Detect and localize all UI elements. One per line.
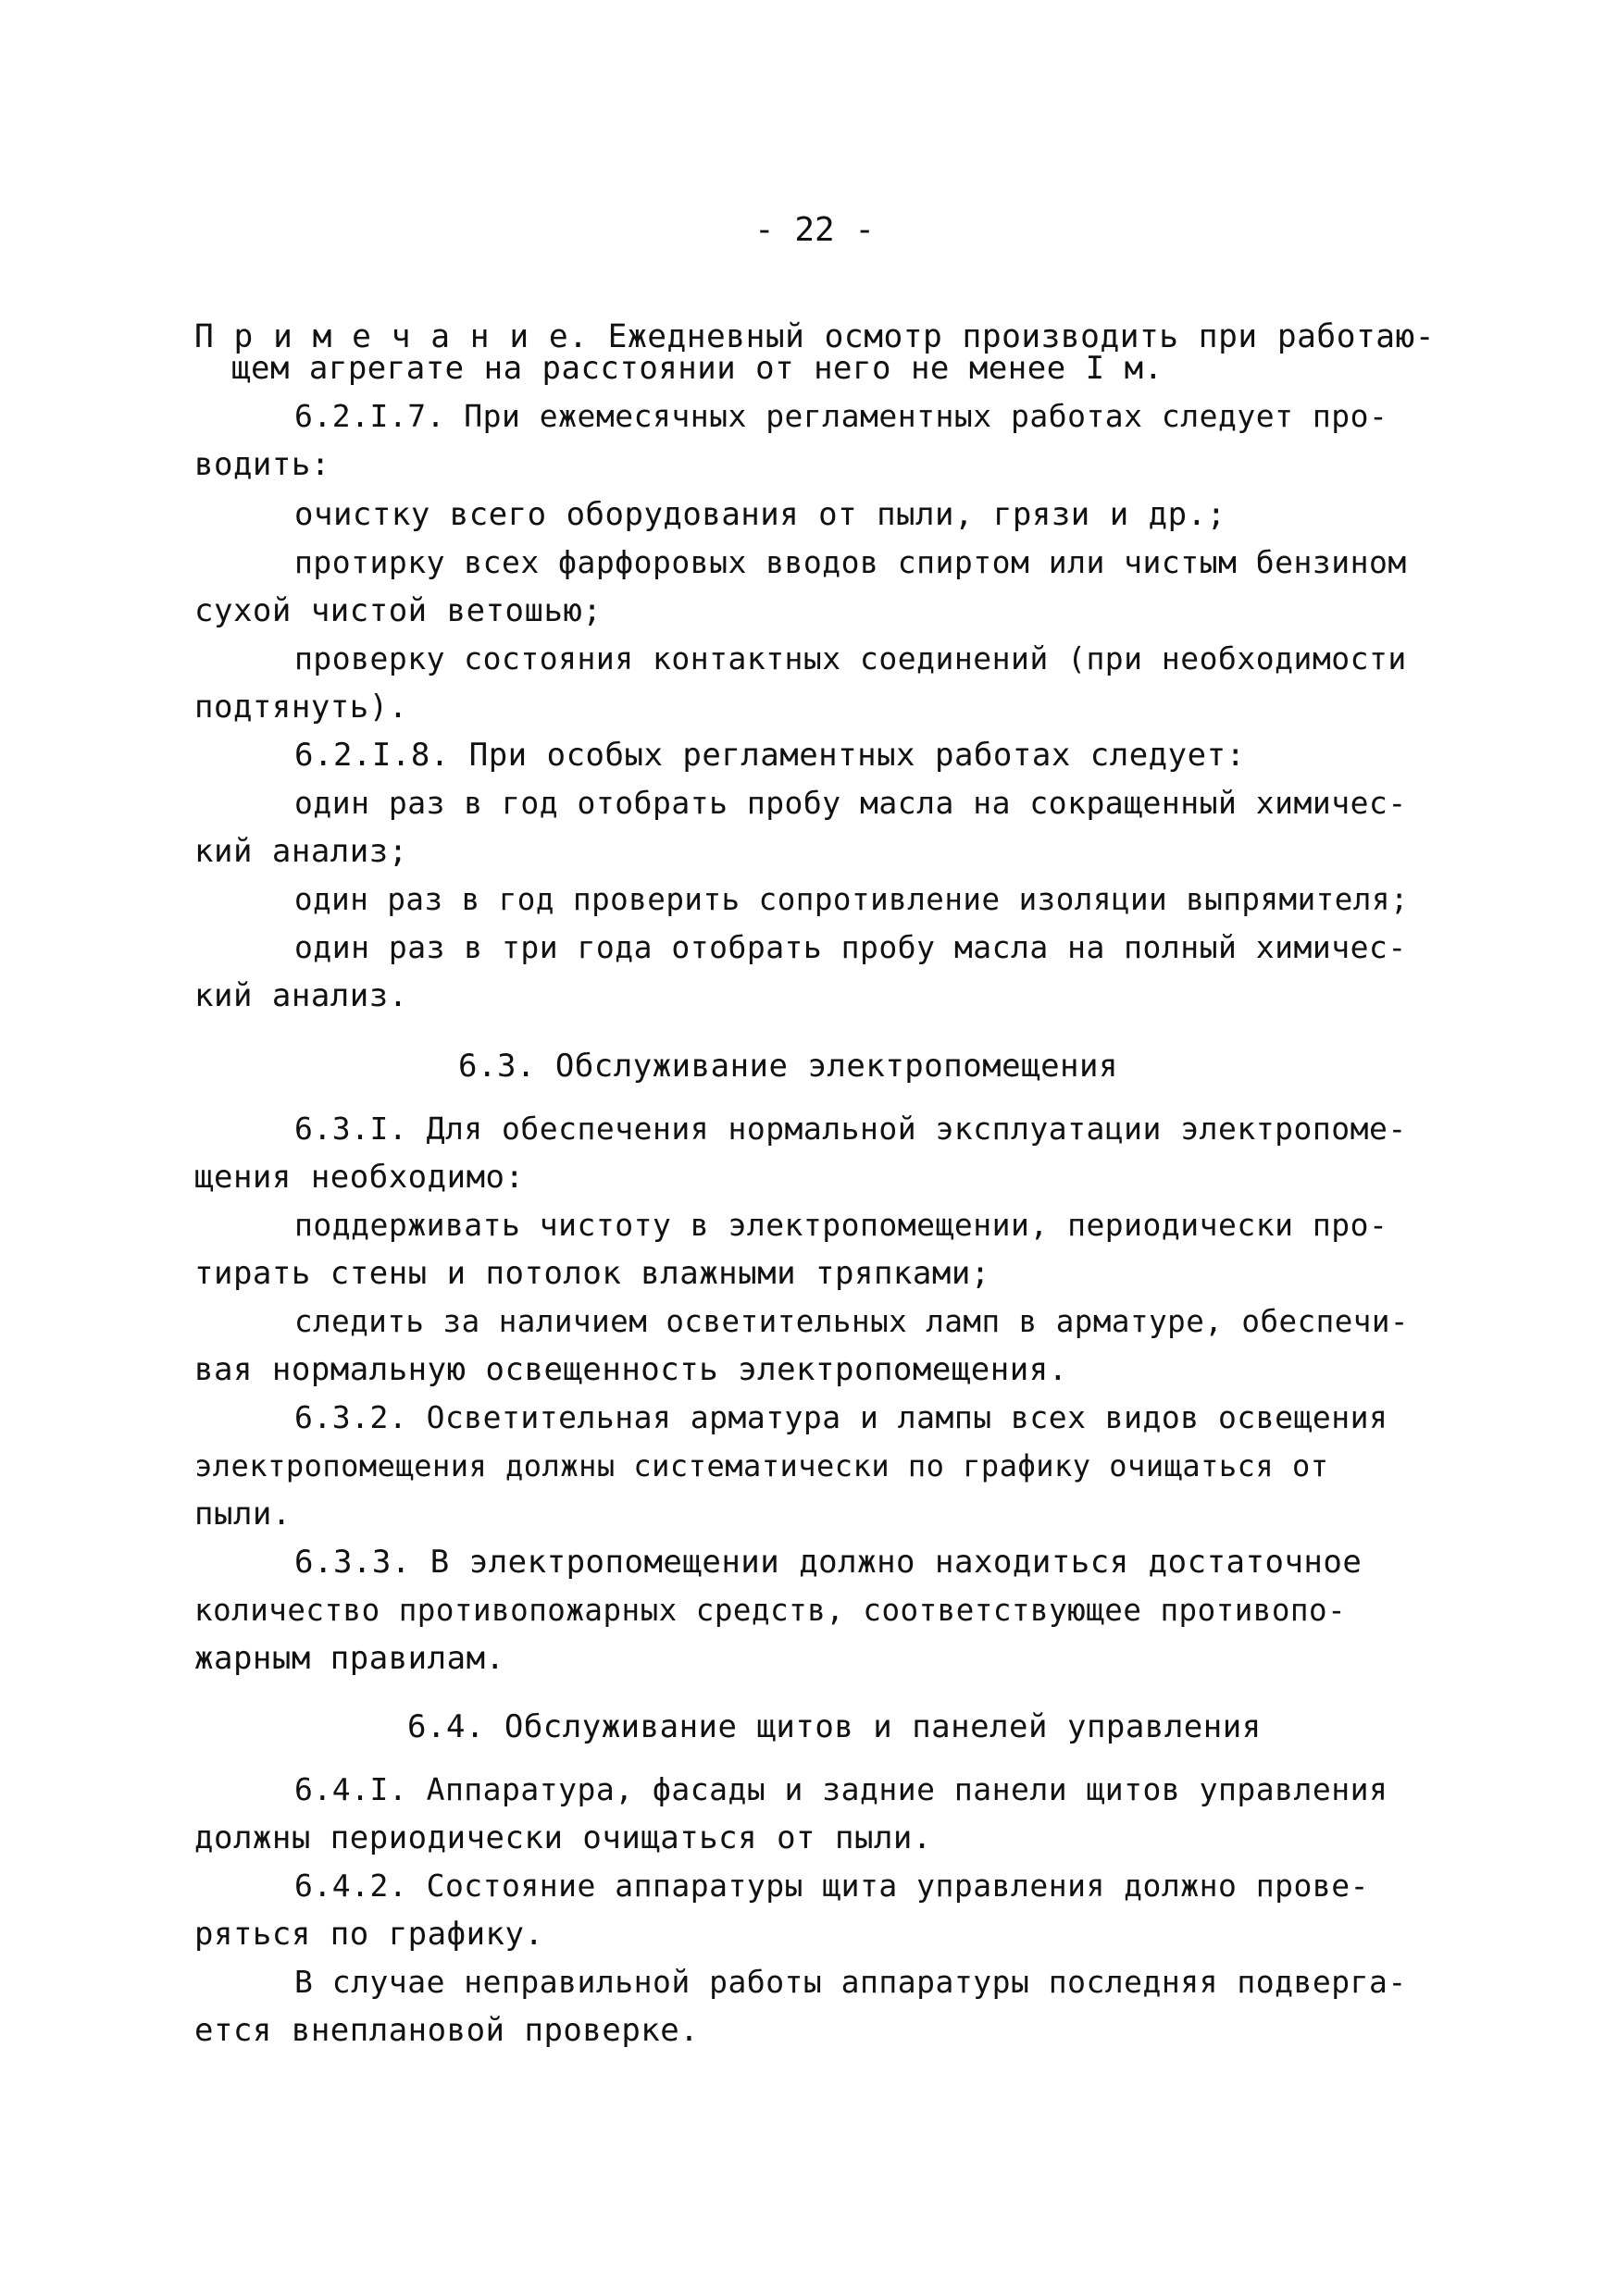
note-line: щем агрегате на расстоянии от него не менее I м.: [231, 350, 1164, 387]
paragraph-line: 6.3.3. В электропомещении должно находиться достаточное: [294, 1544, 1363, 1581]
section-heading: 6.3. Обслуживание электропомещения: [458, 1048, 1118, 1085]
list-item-line: тирать стены и потолок влажными тряпками;: [194, 1255, 990, 1292]
paragraph-line: жарным правилам.: [194, 1640, 505, 1677]
paragraph-line: В случае неправильной работы аппаратуры последняя подверга-: [294, 1964, 1407, 2000]
paragraph-line: количество противопожарных средств, соответствующее противопо-: [194, 1593, 1347, 1628]
list-item-line: вая нормальную освещенность электропомещения.: [194, 1351, 1068, 1388]
paragraph-line: 6.2.I.8. При особых регламентных работах следует:: [294, 737, 1246, 774]
paragraph-line: пыли.: [194, 1496, 292, 1533]
paragraph-line: 6.2.I.7. При ежемесячных регламентных работах следует про-: [294, 398, 1388, 434]
page-number: - 22 -: [754, 211, 876, 249]
list-item-line: один раз в год проверить сопротивление изоляции выпрямителя;: [294, 882, 1409, 917]
list-item-line: сухой чистой ветошью;: [194, 592, 603, 629]
paragraph-line: электропомещения должны систематически по графику очищаться от: [194, 1448, 1329, 1483]
paragraph-line: ется внеплановой проверке.: [194, 2012, 700, 2049]
list-item-line: протирку всех фарфоровых вводов спиртом или чистым бензином: [294, 544, 1407, 580]
list-item-line: поддерживать чистоту в электропомещении, периодически про-: [294, 1207, 1388, 1243]
list-item-line: следить за наличием осветительных ламп в арматуре, обеспечи-: [294, 1304, 1409, 1339]
list-item-line: один раз в три года отобрать пробу масла на полный химичес-: [294, 929, 1407, 965]
paragraph-line: 6.4.2. Состояние аппаратуры щита управления должно прове-: [294, 1868, 1369, 1904]
list-item-line: очистку всего оборудования от пыли, грязи и др.;: [294, 496, 1226, 533]
list-item-line: один раз в год отобрать пробу масла на сокращенный химичес-: [294, 785, 1407, 821]
paragraph-line: 6.3.2. Осветительная арматура и лампы всех видов освещения: [294, 1399, 1388, 1435]
list-item-line: подтянуть).: [194, 689, 408, 726]
paragraph-line: 6.4.I. Аппаратура, фасады и задние панели щитов управления: [294, 1771, 1388, 1807]
list-item-line: проверку состояния контактных соединений (при необходимости: [294, 640, 1407, 676]
paragraph-line: должны периодически очищаться от пыли.: [194, 1819, 932, 1856]
note-line: П р и м е ч а н и е. Ежедневный осмотр производить при работаю-: [194, 318, 1436, 355]
paragraph-line: 6.3.I. Для обеспечения нормальной эксплуатации электропоме-: [294, 1111, 1407, 1147]
paragraph-line: водить:: [194, 446, 330, 483]
paragraph-line: ряться по графику.: [194, 1916, 544, 1953]
paragraph-line: щения необходимо:: [194, 1159, 525, 1196]
section-heading: 6.4. Обслуживание щитов и панелей управления: [407, 1708, 1262, 1745]
list-item-line: кий анализ;: [194, 833, 408, 870]
list-item-line: кий анализ.: [194, 977, 408, 1014]
